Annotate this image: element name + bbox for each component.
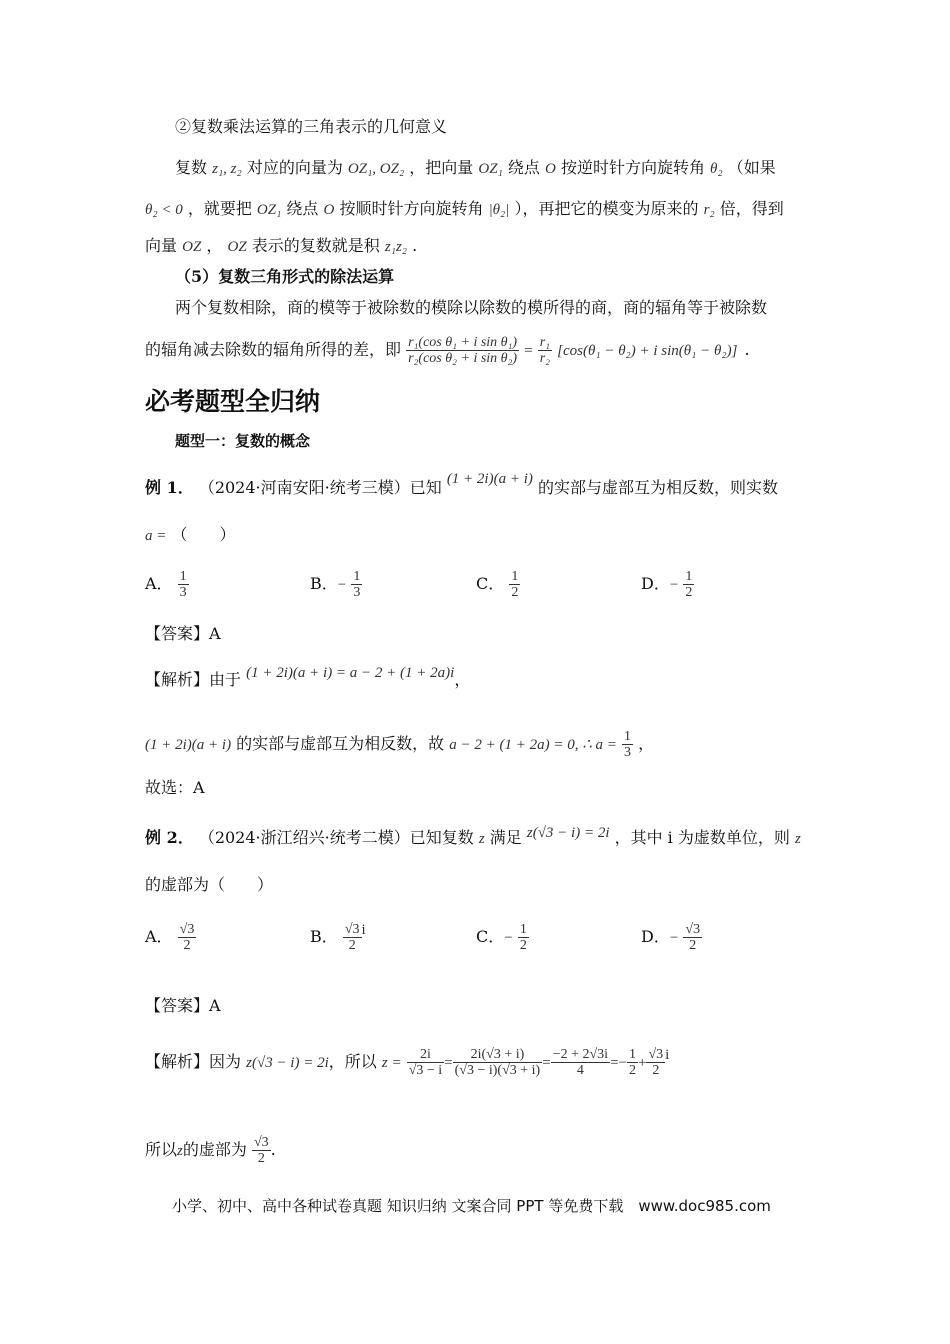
step-fraction-3 <box>551 1047 610 1078</box>
ex2-answer <box>145 994 221 1018</box>
fraction-denominator: 2 <box>348 938 356 953</box>
fraction-numerator: 1 <box>519 922 527 937</box>
equals-sign: = <box>542 1055 551 1071</box>
page-title <box>145 387 320 417</box>
solution-label: 【解析】 <box>145 1052 210 1071</box>
fraction-numerator: 1 <box>629 1047 636 1062</box>
option-letter: A． <box>145 927 173 946</box>
text: ， <box>206 236 223 255</box>
fraction-denominator: √3 − i <box>408 1063 443 1078</box>
text: 按逆时针方向旋转角 <box>560 158 705 177</box>
text: 按顺时针方向旋转角 <box>339 199 484 218</box>
fraction-denominator: 2 <box>629 1063 636 1078</box>
option-sign: − <box>669 577 679 593</box>
option-fraction <box>509 569 520 600</box>
math-vectors: OZ₁, OZ₂ <box>347 161 405 177</box>
example-label: 例 1． <box>145 478 194 497</box>
text: 所以 <box>145 1140 178 1159</box>
fraction-numerator: 2i <box>407 1047 444 1063</box>
conclusion-fraction <box>252 1135 271 1166</box>
fraction-denominator: 3 <box>353 585 361 600</box>
math-theta2: θ₂ <box>710 161 723 177</box>
option-letter: D． <box>641 574 670 593</box>
ex2-conclusion <box>145 1128 276 1173</box>
text: 满足 <box>489 828 522 847</box>
text: 的虚部为（ ） <box>145 875 274 894</box>
text: 的辐角减去除数的辐角所得的差，即 <box>145 340 402 359</box>
ex1-question-line-1 <box>145 471 778 501</box>
choice-text: 故选：A <box>145 778 205 797</box>
math-oz: OZ <box>227 239 247 255</box>
ex2-solution-line-1 <box>145 1040 669 1085</box>
step-fraction-5 <box>646 1047 665 1078</box>
option-fraction <box>178 922 197 953</box>
fraction-numerator: −2 + 2√3i <box>552 1047 609 1062</box>
math-expression: (1 + 2i)(a + i) = a − 2 + (1 + 2a)i <box>246 665 455 681</box>
option-fraction <box>351 569 362 600</box>
option-a[interactable] <box>145 566 189 603</box>
text: 两个复数相除，商的模等于被除数的模除以除数的模所得的商，商的辐角等于被除数 <box>175 298 768 317</box>
fraction-numerator: r₁(cos θ₁ + i sin θ₁) <box>408 335 518 350</box>
text: ， <box>638 734 655 753</box>
geom-paragraph-line-1 <box>175 156 776 181</box>
text: ，其中 i 为虚数单位，则 <box>614 828 790 847</box>
equals-sign: = <box>524 343 533 359</box>
fraction-denominator: 2 <box>511 585 519 600</box>
math-z: z <box>478 831 485 847</box>
example-source: （2024·河南安阳·统考三模）已知 <box>198 478 442 497</box>
heading-text: 必考题型全归纳 <box>145 387 321 416</box>
math-o: O <box>323 202 335 218</box>
option-letter: B． <box>310 927 338 946</box>
solution-label: 【解析】 <box>145 670 210 689</box>
ex1-solution-line-1 <box>145 665 471 693</box>
fraction-denominator: (√3 − i)(√3 + i) <box>454 1063 541 1078</box>
text: 倍，得到 <box>719 199 784 218</box>
fraction-denominator: 3 <box>179 585 187 600</box>
option-sign: − <box>504 930 513 946</box>
heading-text: 题型一：复数的概念 <box>175 432 311 450</box>
text: . <box>270 1140 276 1159</box>
text: . <box>412 236 418 255</box>
text: . <box>744 340 750 359</box>
minus-sign: − <box>618 1055 627 1071</box>
fraction-numerator: √3 <box>344 922 360 937</box>
example-label: 例 2． <box>145 828 194 847</box>
division-heading <box>175 265 394 289</box>
fraction-numerator: 1 <box>179 569 187 584</box>
text: 的实部与虚部互为相反数，则实数 <box>537 478 778 497</box>
fraction-numerator: √3 <box>648 1047 664 1062</box>
math-theta2-condition: θ₂ < 0 <box>145 202 183 218</box>
option-fraction <box>178 569 189 600</box>
text: ，把向量 <box>409 158 474 177</box>
geom-paragraph-line-3 <box>145 234 417 259</box>
text: ， <box>454 670 471 689</box>
math-bracket-expression: [cos(θ₁ − θ₂) + i sin(θ₁ − θ₂)] <box>557 343 738 359</box>
equals-sign: = <box>610 1055 619 1071</box>
fraction-denominator: 2 <box>183 938 191 953</box>
option-fraction <box>683 569 694 600</box>
text: 因为 <box>209 1052 242 1071</box>
text: 表示的复数就是积 <box>251 236 380 255</box>
text: 的虚部为 <box>182 1140 247 1159</box>
option-letter: B． <box>310 574 338 593</box>
answer-text: 【答案】A <box>145 996 221 1015</box>
fraction-numerator: √3 <box>685 922 701 937</box>
footer-text: 小学、初中、高中各种试卷真题 知识归纳 文案合同 PPT 等免费下载 www.doc985.com <box>172 1197 771 1215</box>
ex1-question-line-2 <box>145 523 235 548</box>
math-condition: z(√3 − i) = 2i <box>246 1055 329 1071</box>
fraction-denominator: r₂ <box>539 351 551 366</box>
option-letter: C． <box>476 574 505 593</box>
option-b[interactable] <box>310 566 362 603</box>
imaginary-unit: i <box>665 1047 670 1063</box>
option-sign: − <box>669 930 679 946</box>
option-suffix: i <box>361 922 366 938</box>
option-d[interactable] <box>641 917 702 958</box>
option-letter: D． <box>641 927 670 946</box>
geom-paragraph-line-2 <box>145 197 784 222</box>
option-a[interactable] <box>145 917 196 958</box>
option-letter: A． <box>145 574 173 593</box>
text: ），再把它的模变为原来的 <box>514 199 699 218</box>
ex2-question-line-1 <box>145 826 801 851</box>
math-oz1: OZ₁ <box>478 161 503 177</box>
fraction-denominator: 2 <box>257 1151 265 1166</box>
fraction-numerator: 1 <box>685 569 693 584</box>
answer-text: 【答案】A <box>145 624 221 643</box>
text: 绕点 <box>507 158 540 177</box>
math-a-equals: a = <box>145 528 167 544</box>
fraction-numerator: √3 <box>179 922 195 937</box>
division-formula-fraction <box>406 335 519 366</box>
text: ，就要把 <box>187 199 252 218</box>
option-fraction <box>683 922 702 953</box>
option-letter: C． <box>476 927 505 946</box>
math-z-equals: z = <box>381 1055 402 1071</box>
option-c[interactable] <box>476 917 529 958</box>
fraction-denominator: 2 <box>519 938 527 953</box>
step-fraction-1 <box>407 1047 444 1078</box>
division-paragraph-line-1 <box>175 296 767 320</box>
page-footer <box>172 1194 771 1218</box>
math-equation: a − 2 + (1 + 2a) = 0, ∴ a = <box>449 737 617 753</box>
option-sign: − <box>337 577 347 593</box>
step-fraction-2 <box>453 1047 543 1078</box>
division-paragraph-line-2 <box>145 333 750 368</box>
text: 由于 <box>209 670 242 689</box>
text: 复数 <box>175 158 208 177</box>
fraction-denominator: 2 <box>652 1063 660 1078</box>
math-oz: OZ <box>182 239 202 255</box>
section-item-title <box>175 115 447 139</box>
plus-sign: + <box>638 1055 647 1071</box>
text: 对应的向量为 <box>246 158 343 177</box>
text: 向量 <box>145 236 178 255</box>
fraction-numerator: r₁ <box>539 335 551 350</box>
item-text: ②复数乘法运算的三角表示的几何意义 <box>175 117 448 136</box>
heading-text: （5）复数三角形式的除法运算 <box>175 267 395 286</box>
math-o: O <box>545 161 556 177</box>
type1-heading <box>175 429 310 453</box>
result-fraction <box>622 729 633 760</box>
equals-sign: = <box>444 1055 453 1071</box>
fraction-numerator: 1 <box>353 569 361 584</box>
option-b[interactable] <box>310 917 366 958</box>
fraction-denominator: r₂(cos θ₂ + i sin θ₂) <box>408 351 518 366</box>
math-r2: r₂ <box>703 202 715 218</box>
text: 绕点 <box>286 199 319 218</box>
fraction-denominator: 2 <box>689 938 697 953</box>
math-z: z <box>177 1143 183 1159</box>
fraction-numerator: 1 <box>624 729 632 744</box>
ex2-question-line-2 <box>145 873 273 897</box>
math-abs-theta2: |θ₂| <box>488 202 510 218</box>
fraction-denominator: 4 <box>576 1063 584 1078</box>
answer-blank: （ ） <box>171 525 236 544</box>
fraction-numerator: √3 <box>253 1135 269 1150</box>
math-condition: z(√3 − i) = 2i <box>526 825 610 841</box>
text: 的实部与虚部互为相反数，故 <box>236 734 445 753</box>
math-z1z2: z₁z₂ <box>384 239 407 255</box>
ex1-solution-line-2 <box>145 726 654 763</box>
math-z1-z2: z₁, z₂ <box>212 161 242 177</box>
fraction-denominator: 3 <box>624 745 632 760</box>
fraction-numerator: 2i(√3 + i) <box>453 1047 543 1063</box>
math-expression: (1 + 2i)(a + i) <box>446 471 533 487</box>
option-fraction <box>343 922 362 953</box>
step-fraction-4 <box>627 1047 638 1078</box>
option-d[interactable] <box>641 566 694 603</box>
text: ，所以 <box>328 1052 377 1071</box>
text: （如果 <box>727 158 776 177</box>
option-c[interactable] <box>476 566 520 603</box>
math-oz1: OZ₁ <box>256 202 282 218</box>
option-fraction <box>518 922 529 953</box>
modulus-ratio-fraction <box>538 335 552 366</box>
ex1-choice <box>145 776 205 800</box>
math-expression: (1 + 2i)(a + i) <box>145 737 232 753</box>
fraction-denominator: 2 <box>685 585 693 600</box>
math-z: z <box>794 831 801 847</box>
ex1-answer <box>145 622 221 646</box>
fraction-numerator: 1 <box>511 569 519 584</box>
example-source: （2024·浙江绍兴·统考二模）已知复数 <box>198 828 474 847</box>
